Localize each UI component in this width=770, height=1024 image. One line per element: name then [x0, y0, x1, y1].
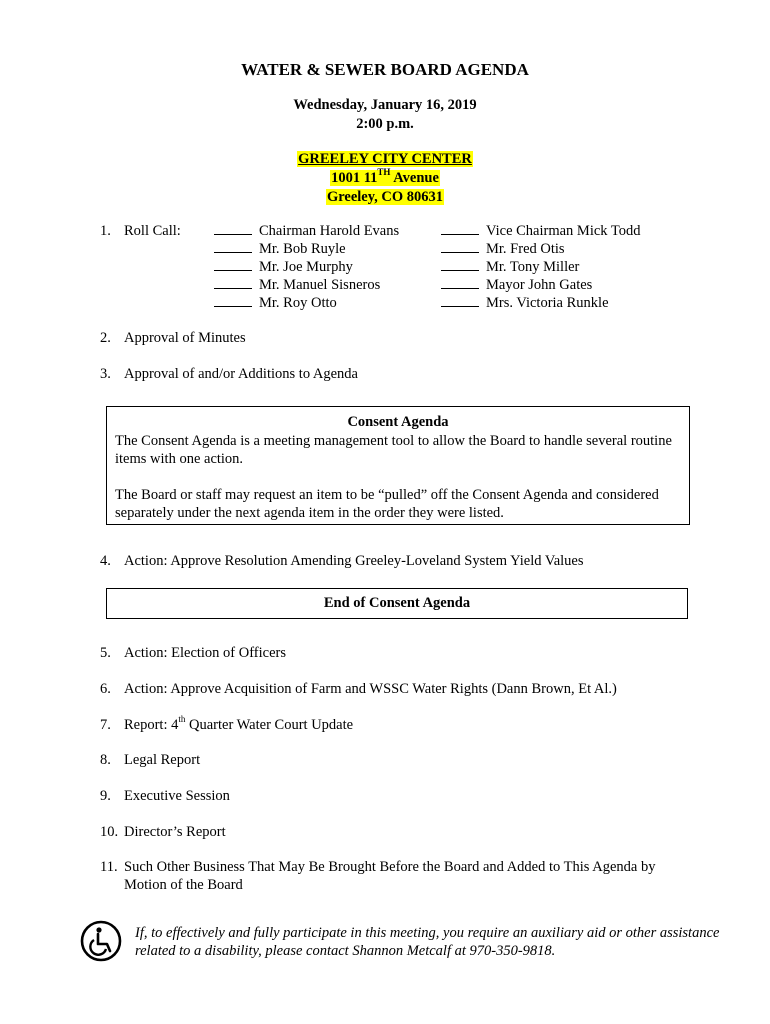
roll-call-entry: Mr. Roy Otto: [214, 294, 399, 312]
roll-call-entry: Mr. Fred Otis: [441, 240, 641, 258]
roll-call: [0, 222, 770, 317]
attendance-blank: [441, 276, 479, 289]
attendance-blank: [441, 258, 479, 271]
consent-agenda-description: The Consent Agenda is a meeting management tool to allow the Board to handle several routine items with one action.: [115, 433, 672, 467]
location-street: 1001 11TH Avenue: [331, 167, 439, 186]
agenda-title: WATER & SEWER BOARD AGENDA: [241, 60, 529, 79]
roll-call-entry: Mr. Joe Murphy: [214, 258, 399, 276]
roll-call-label: Roll Call:: [124, 223, 181, 239]
end-of-consent-agenda: End of Consent Agenda: [106, 588, 688, 619]
location-name: GREELEY CITY CENTER: [298, 151, 472, 167]
consent-agenda-box: [106, 406, 690, 525]
location-city: Greeley, CO 80631: [326, 189, 444, 205]
attendance-blank: [214, 276, 252, 289]
roll-call-entry: Mr. Tony Miller: [441, 258, 641, 276]
consent-agenda-heading: Consent Agenda: [347, 414, 449, 430]
meeting-date: Wednesday, January 16, 2019: [293, 97, 477, 113]
meeting-location: [0, 150, 770, 207]
roll-call-entry: Mrs. Victoria Runkle: [441, 294, 641, 312]
attendance-blank: [214, 240, 252, 253]
roll-call-entry: Mr. Bob Ruyle: [214, 240, 399, 258]
roll-call-right-column: [441, 222, 641, 312]
roll-call-entry: Mayor John Gates: [441, 276, 641, 294]
attendance-blank: [214, 258, 252, 271]
attendance-blank: [441, 240, 479, 253]
roll-call-left-column: [214, 222, 399, 312]
attendance-blank: [214, 222, 252, 235]
roll-call-entry: Mr. Manuel Sisneros: [214, 276, 399, 294]
accessibility-notice: If, to effectively and fully participate in this meeting, you require an auxiliary aid or other assistance related to a disability, please contact Shannon Metcalf at 970-350-9818.: [135, 925, 720, 959]
attendance-blank: [214, 294, 252, 307]
attendance-blank: [441, 222, 479, 235]
meeting-time: 2:00 p.m.: [356, 116, 414, 132]
roll-call-number: 1.: [100, 223, 111, 239]
wheelchair-icon: [80, 920, 122, 962]
roll-call-entry: Chairman Harold Evans: [214, 222, 399, 240]
attendance-blank: [441, 294, 479, 307]
consent-agenda-pull-note: The Board or staff may request an item to be “pulled” off the Consent Agenda and considered separately under the next agenda item in the order they were listed.: [115, 487, 659, 521]
roll-call-entry: Vice Chairman Mick Todd: [441, 222, 641, 240]
